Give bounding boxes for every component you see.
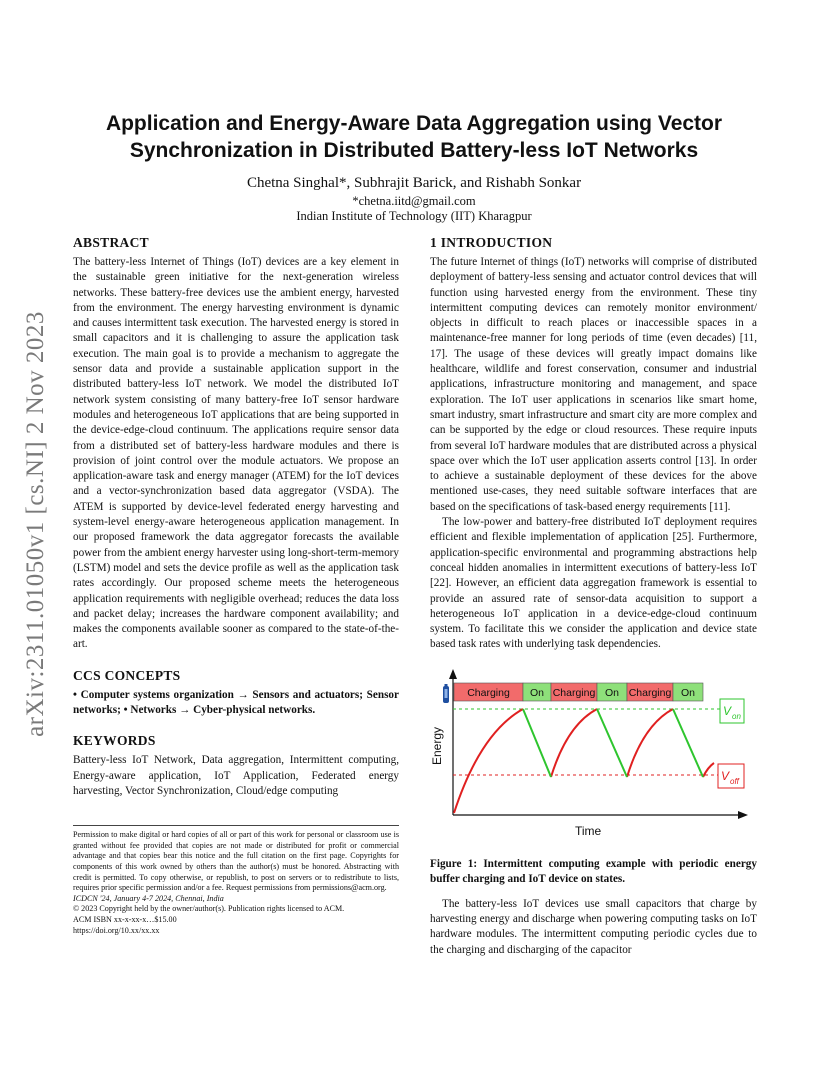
discharge-curve: [523, 709, 551, 777]
intro-paragraph-1: The future Internet of things (IoT) networks will comprise of distributed deployment of battery-less sensing and actuator control devices that will function using harvested energy from the environment. These tiny intermittent computing devices can remotely monitor environment/ objects in difficult to reach places or inaccessible spaces in a maintenance-free manner for long periods of time (even decades) [11, 17]. The usage of these devices will greatly impact domains like healthcare, wildlife and forest conservation, consumer and industrial applications, infrastructure monitoring and management, and space exploration. The IoT user applications in scenarios like smart home, smart industry, smart infrastructure and smart city are more complex and can be supported by the edge or cloud resources. These require inputs from several IoT hardware modules that are distributed across a physical space over which the IoT user application asserts control [13]. In order to achieve a sustainable deployment of these devices for the above mentioned use-cases, they need suitable software interfaces that are based on the specifications of task-based energy requirements [11].: [430, 256, 757, 513]
x-axis-label: Time: [575, 823, 602, 838]
discharge-curve: [673, 709, 703, 777]
abstract-heading: ABSTRACT: [73, 235, 149, 250]
footnote-rule: [73, 825, 399, 826]
copyright-footnote: [73, 830, 399, 936]
figure-diagram: [430, 663, 757, 853]
left-column: [73, 234, 399, 936]
energy-curves: [454, 709, 714, 813]
state-label: Charging: [467, 686, 510, 699]
state-label: Charging: [552, 686, 596, 699]
right-column: [430, 234, 757, 958]
copyright-line: © 2023 Copyright held by the owner/author(s). Publication rights licensed to ACM.: [73, 904, 345, 914]
charge-curve: [627, 709, 673, 777]
v-on-subscript: on: [732, 711, 741, 721]
figure-caption: Figure 1: Intermittent computing example with periodic energy buffer charging and IoT device on states.: [430, 857, 757, 885]
charge-curve: [551, 709, 597, 777]
ccs-text: • Computer systems organization → Sensors and actuators; Sensor networks; • Networks → Cyber-physical networks.: [73, 688, 399, 717]
intro-paragraph-2: The low-power and battery-free distributed IoT deployment requires efficient and flexible implementation of application [25]. Furthermore, application-specific environmental and programming abstractions help conceal hidden anomalies in intermittent executions of battery-less IoT [22]. However, an efficient data aggregation framework is essential to provide an assured rate of sensor-data acquisition to support a heterogeneous IoT application in a device-edge-cloud continuum system. To facilitate this we consider the application and device state based task rates with underlying task dependencies.: [430, 516, 757, 651]
state-label: Charging: [628, 686, 672, 699]
y-axis-arrow: [449, 669, 457, 679]
paper-title: Application and Energy-Aware Data Aggregation using Vector Synchronization in Distributed Battery-less IoT Networks: [105, 112, 723, 162]
permission-notice: Permission to make digital or hard copies of all or part of this work for personal or classroom use is granted without fee provided that copies are not made or distributed for profit or commercial advantage and that copies bear this notice and the full citation on the first page. Copyrights for components of this work owned by others than the author(s) must be honored. Abstracting with credit is permitted. To copy otherwise, or republish, to post on servers or to redistribute to lists, requires prior specific permission and/or a fee. Request permissions from permissions@acm.org.: [73, 830, 399, 893]
ccs-heading: CCS CONCEPTS: [73, 667, 181, 683]
abstract-text: The battery-less Internet of Things (IoT) devices are a key element in the sustainable green initiative for the next-generation wireless networks. These battery-free devices use the ambient energy, harvested from the environment. The energy harvesting environment is dynamic and causes intermittent task execution. The harvested energy is stored in small capacitors and it is challenging to assure the application task execution. The main goal is to provide a mechanism to aggregate the sensor data and provide a sustainable application support in the distributed battery-less IoT network. We model the distributed IoT network system consisting of many battery-free IoT sensor hardware modules and heterogeneous IoT applications that are being supported in the device-edge-cloud continuum. The applications require sensor data from a distributed set of battery-less hardware modules and there is provision of joint control over the module actuators. We propose an application-aware task and energy manager (ATEM) for the IoT devices and a vector-synchronization based data aggregator (VSDA). The ATEM is supported by device-level federated energy harvesting and system-level energy-aware heterogeneous application management. In our proposed framework the data aggregator forecasts the available power from the ambient energy harvester using long-short-term-memory (LSTM) model and sets the device profile as well as the application task rates accordingly. Our proposed scheme meets the heterogeneous application requirements with negligible overhead; reduces the data loss and packet delay; increases the hardware component availability; and makes the components available sooner as compared to the state-of-the-art.: [73, 256, 399, 651]
state-label: On: [604, 686, 620, 699]
author-email: *chetna.iitd@gmail.com: [352, 194, 476, 208]
isbn-line: ACM ISBN xx-x-xx-x…$15.00: [73, 914, 177, 924]
v-on-label: [720, 699, 744, 723]
author-affiliation: Indian Institute of Technology (IIT) Kharagpur: [296, 209, 532, 223]
v-on-symbol: V: [723, 703, 732, 718]
arxiv-id-text: arXiv:2311.01050v1 [cs.NI] 2 Nov 2023: [22, 311, 50, 737]
arxiv-identifier: [14, 284, 58, 764]
venue-line: ICDCN '24, January 4-7 2024, Chennai, India: [73, 893, 224, 903]
intro-heading: 1 INTRODUCTION: [430, 235, 553, 250]
discharge-curve: [597, 709, 627, 777]
v-off-label: [718, 764, 744, 788]
figure-intermittent-computing: [430, 663, 757, 853]
keywords-heading: KEYWORDS: [73, 733, 156, 749]
intro-paragraph-3: The battery-less IoT devices use small capacitors that charge by harvesting energy and discharge when powering computing tasks on IoT hardware modules. The intermittent computing periodic cycles due to the charging and discharging of the capacitor: [430, 897, 757, 956]
v-off-symbol: V: [721, 768, 730, 783]
doi-line: https://doi.org/10.xx/xx.xx: [73, 925, 160, 935]
keywords-text: Battery-less IoT Network, Data aggregation, Intermittent computing, Energy-aware application, IoT Application, Federated energy harvesting, Vector Synchronization, Cloud/edge computing: [73, 754, 399, 797]
v-off-subscript: off: [730, 776, 739, 786]
battery-icon: [443, 684, 449, 703]
x-axis-arrow: [738, 811, 748, 819]
state-label: On: [529, 686, 545, 699]
charge-curve: [454, 709, 523, 813]
state-bar: [454, 683, 703, 701]
author-list: Chetna Singhal*, Subhrajit Barick, and Rishabh Sonkar: [246, 175, 582, 191]
y-axis-label: Energy: [430, 726, 444, 765]
state-label: On: [680, 686, 696, 699]
